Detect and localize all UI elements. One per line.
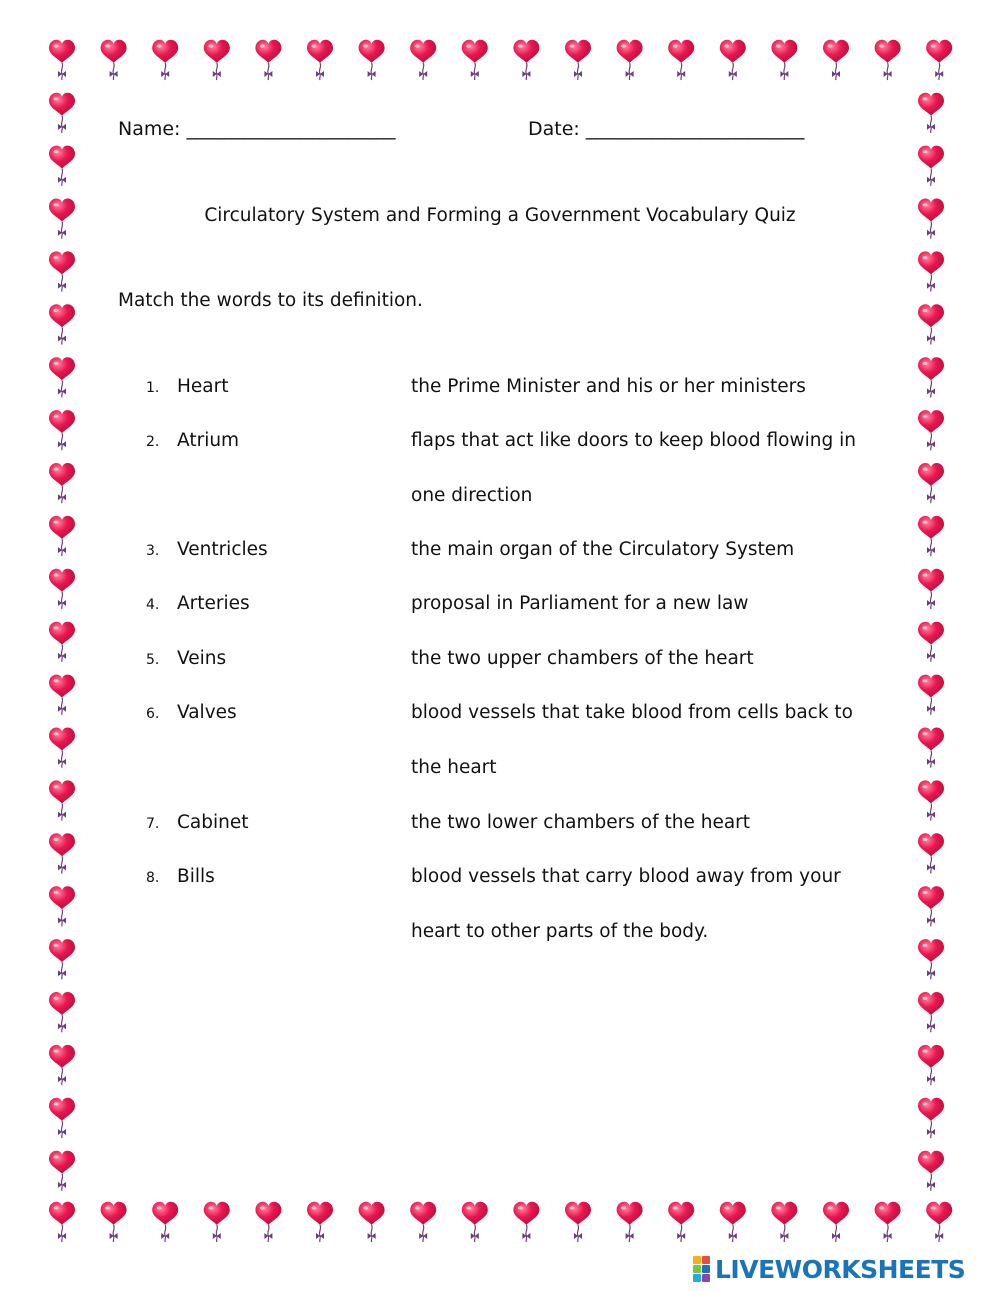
logo-block xyxy=(702,1265,710,1273)
logo-block xyxy=(693,1274,701,1282)
logo-text: LIVEWORKSHEETS xyxy=(715,1254,966,1284)
definition-line[interactable]: blood vessels that carry blood away from your xyxy=(411,866,841,887)
term-word[interactable]: Ventricles xyxy=(177,539,268,560)
term-word[interactable]: Veins xyxy=(177,648,227,669)
definition-line[interactable]: the main organ of the Circulatory System xyxy=(411,539,795,560)
item-number: 3. xyxy=(146,543,160,559)
term-word[interactable]: Cabinet xyxy=(177,812,249,833)
term-word[interactable]: Atrium xyxy=(177,430,240,451)
definition-line[interactable]: the heart xyxy=(411,757,497,778)
date-field[interactable]: Date: _______________________ xyxy=(528,118,805,140)
term-word[interactable]: Arteries xyxy=(177,593,250,614)
definition-line[interactable]: flaps that act like doors to keep blood flowing in xyxy=(411,430,856,451)
term-word[interactable]: Valves xyxy=(177,702,237,723)
definition-line[interactable]: the Prime Minister and his or her ministers xyxy=(411,376,806,397)
item-number: 7. xyxy=(146,816,160,832)
item-number: 1. xyxy=(146,380,160,396)
logo-blocks-icon xyxy=(693,1256,710,1282)
definition-line[interactable]: proposal in Parliament for a new law xyxy=(411,593,749,614)
definition-line[interactable]: blood vessels that take blood from cells back to xyxy=(411,702,853,723)
liveworksheets-logo xyxy=(693,1254,965,1284)
instructions: Match the words to its definition. xyxy=(118,290,423,311)
definition-line[interactable]: the two lower chambers of the heart xyxy=(411,812,751,833)
logo-block xyxy=(702,1256,710,1264)
term-word[interactable]: Heart xyxy=(177,376,229,397)
item-number: 4. xyxy=(146,597,160,613)
logo-block xyxy=(693,1256,701,1264)
logo-block xyxy=(693,1265,701,1273)
item-number: 6. xyxy=(146,706,160,722)
term-word[interactable]: Bills xyxy=(177,866,215,887)
definition-line[interactable]: the two upper chambers of the heart xyxy=(411,648,754,669)
item-number: 2. xyxy=(146,434,160,450)
logo-block xyxy=(702,1274,710,1282)
name-field[interactable]: Name: ______________________ xyxy=(118,118,396,140)
item-number: 8. xyxy=(146,870,160,886)
definition-line[interactable]: heart to other parts of the body. xyxy=(411,921,709,942)
definition-line[interactable]: one direction xyxy=(411,485,533,506)
item-number: 5. xyxy=(146,652,160,668)
quiz-title: Circulatory System and Forming a Government Vocabulary Quiz xyxy=(204,205,796,226)
